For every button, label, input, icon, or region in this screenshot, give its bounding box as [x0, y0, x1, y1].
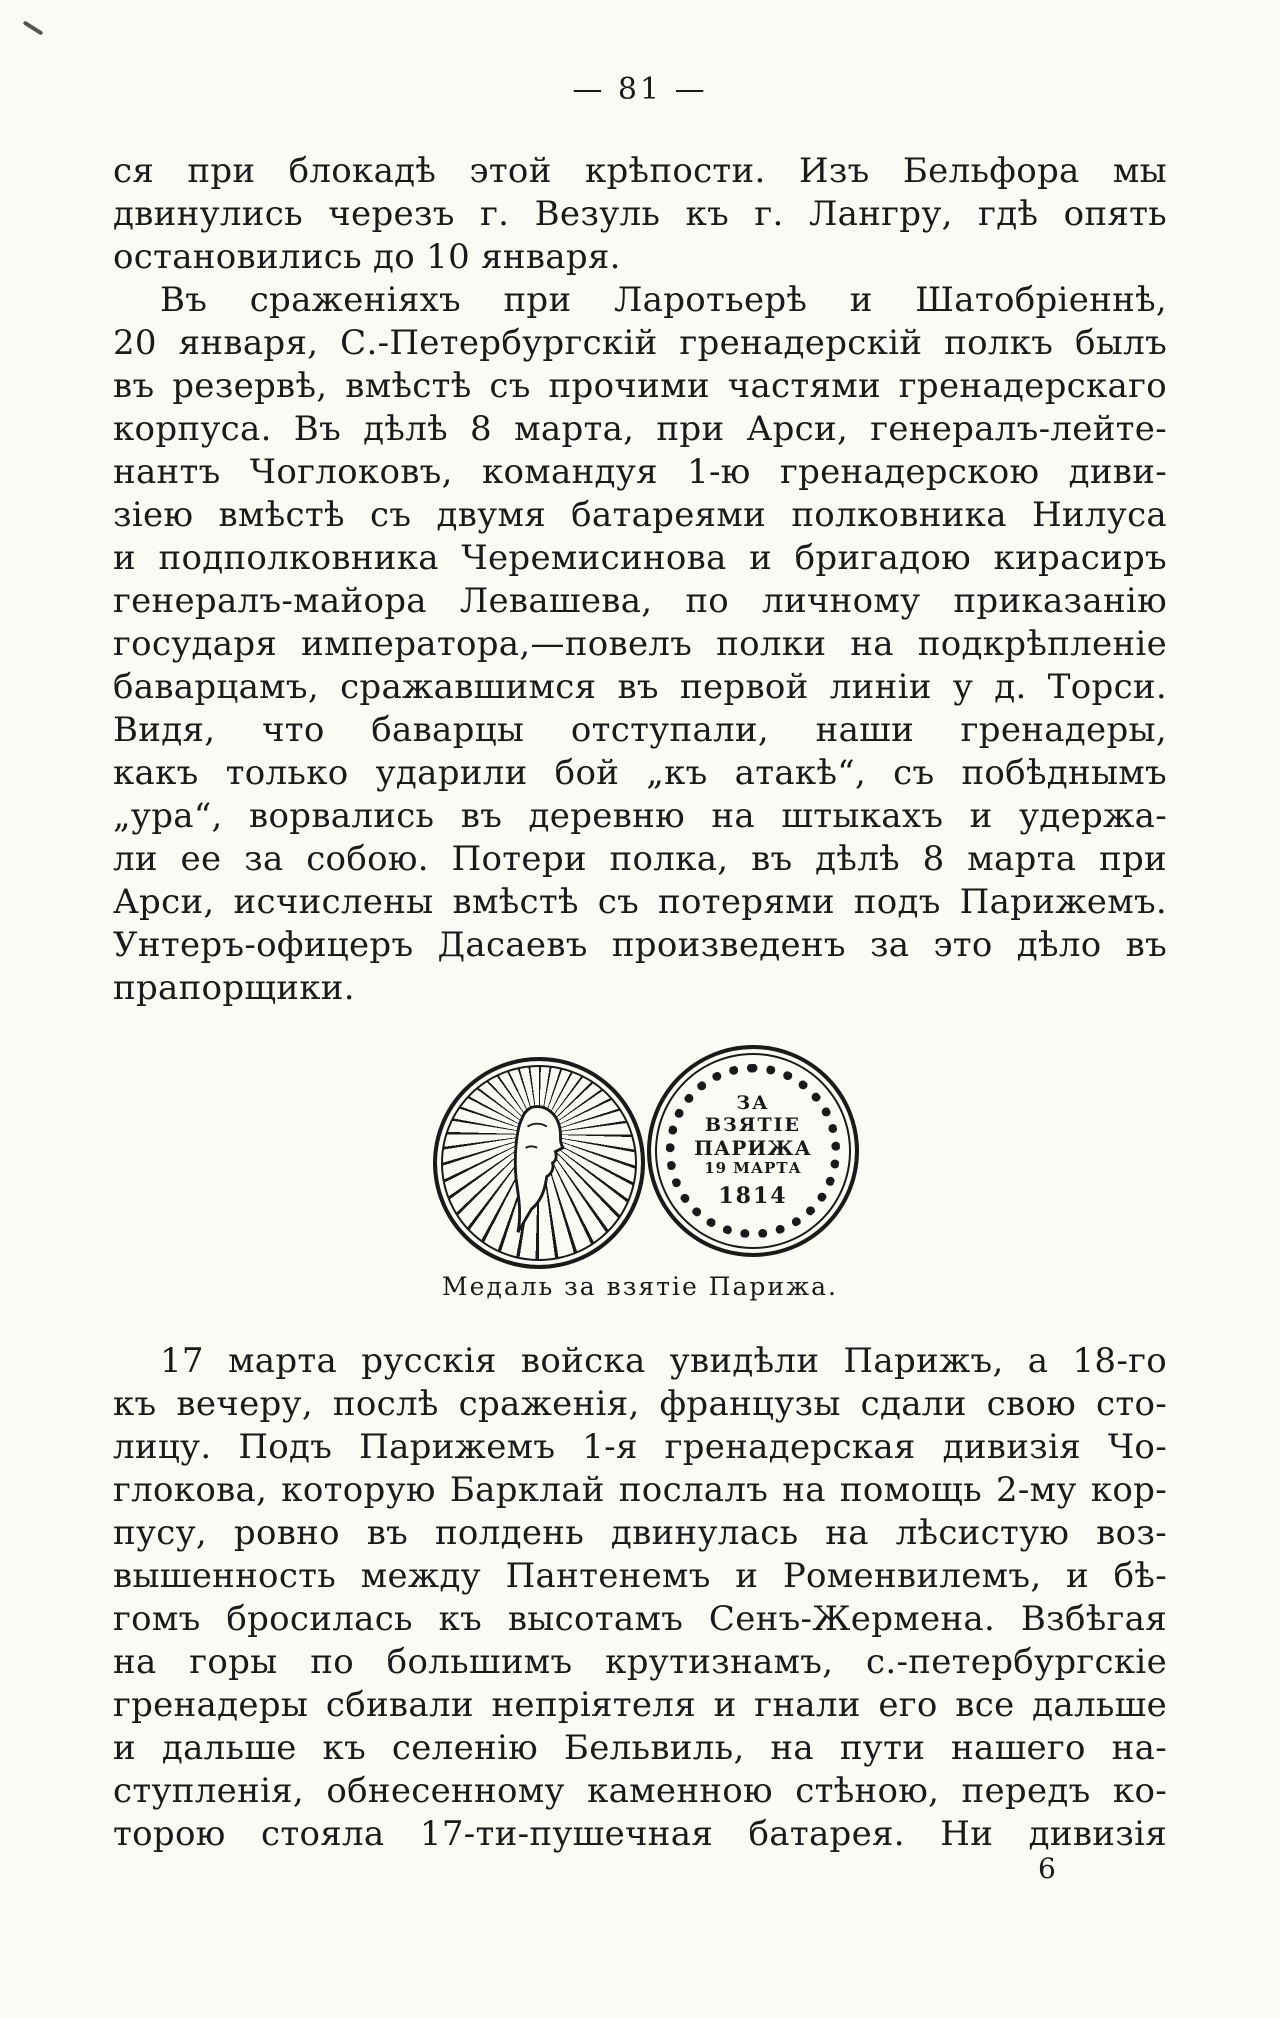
scan-speck: [23, 20, 44, 35]
page-number-header: — 81 —: [572, 72, 708, 107]
text-line: къ вечеру, послѣ сраженія, французы сдали свою сто-: [113, 1384, 1167, 1424]
text-line: торою стояла 17-ти-пушечная батарея. Ни дивизія: [113, 1814, 1167, 1854]
medal-figure: [433, 1045, 847, 1269]
figure-caption: Медаль за взятіе Парижа.: [442, 1272, 838, 1301]
medal-obverse: [433, 1057, 645, 1269]
text-line: 20 января, С.-Петербургскій гренадерскій полкъ былъ: [113, 323, 1167, 363]
medal-text-line: ПАРИЖА: [694, 1135, 812, 1160]
signature-mark: 6: [1038, 1852, 1056, 1885]
text-line: баварцамъ, сражавшимся въ первой линіи у д. Торси.: [113, 667, 1167, 707]
text-line: нантъ Чоглоковъ, командуя 1-ю гренадерскою диви-: [113, 452, 1167, 492]
text-line: остановились до 10 января.: [113, 237, 621, 277]
text-line: ся при блокадѣ этой крѣпости. Изъ Бельфора мы: [113, 151, 1167, 191]
text-line: лицу. Подъ Парижемъ 1-я гренадерская дивизія Чо-: [113, 1427, 1167, 1467]
text-line: ступленія, обнесенному каменною стѣною, передъ ко-: [113, 1771, 1167, 1811]
medal-text-line: 19 МАРТА: [704, 1159, 802, 1178]
text-line: Видя, что баварцы отступали, наши гренадеры,: [113, 710, 1167, 750]
text-line: въ резервѣ, вмѣстѣ съ прочими частями гренадерскаго: [113, 366, 1167, 406]
text-line: корпуса. Въ дѣлѣ 8 марта, при Арси, генералъ-лейте-: [113, 409, 1167, 449]
portrait-profile-icon: [493, 1097, 589, 1233]
text-line: Арси, исчислены вмѣстѣ съ потерями подъ Парижемъ.: [113, 882, 1167, 922]
text-line: какъ только ударили бой „къ атакѣ“, съ побѣднымъ: [113, 753, 1167, 793]
text-line: гренадеры сбивали непріятеля и гнали его все дальше: [113, 1685, 1167, 1725]
text-block-upper: [113, 150, 1167, 1010]
text-line: гомъ бросилась къ высотамъ Сенъ-Жермена. Взбѣгая: [113, 1599, 1167, 1639]
text-line: глокова, которую Барклай послалъ на помощь 2-му кор-: [113, 1470, 1167, 1510]
text-line: Унтеръ-офицеръ Дасаевъ произведенъ за это дѣло въ: [113, 925, 1167, 965]
text-line: и подполковника Черемисинова и бригадою кирасиръ: [113, 538, 1167, 578]
medal-text-line: ВЗЯТІЕ: [704, 1114, 802, 1137]
medal-text-line: 1814: [718, 1183, 788, 1210]
text-line: ли ее за собою. Потери полка, въ дѣлѣ 8 марта при: [113, 839, 1167, 879]
text-line: и дальше къ селенію Бельвиль, на пути нашего на-: [113, 1728, 1167, 1768]
text-line: Въ сраженіяхъ при Ларотьерѣ и Шатобріеннѣ,: [160, 280, 1167, 320]
text-line: государя императора,—повелъ полки на подкрѣпленіе: [113, 624, 1167, 664]
text-line: прапорщики.: [113, 968, 355, 1008]
text-line: „ура“, ворвались въ деревню на штыкахъ и удержа-: [113, 796, 1167, 836]
text-line: вышенность между Пантенемъ и Роменвилемъ, и бѣ-: [113, 1556, 1167, 1596]
text-line: пусу, ровно въ полдень двинулась на лѣсистую воз-: [113, 1513, 1167, 1553]
text-line: генералъ-майора Левашева, по личному приказанію: [113, 581, 1167, 621]
text-block-lower: [113, 1340, 1167, 1856]
medal-text-line: ЗА: [736, 1091, 770, 1114]
text-line: зіею вмѣстѣ съ двумя батареями полковника Нилуса: [113, 495, 1167, 535]
medal-reverse: [647, 1045, 859, 1257]
text-line: 17 марта русскія войска увидѣли Парижъ, а 18-го: [160, 1341, 1167, 1381]
medal-reverse-inscription: [651, 1049, 855, 1253]
text-line: двинулись черезъ г. Везуль къ г. Лангру, гдѣ опять: [113, 194, 1167, 234]
text-line: на горы по большимъ крутизнамъ, с.-петербургскіе: [113, 1642, 1167, 1682]
